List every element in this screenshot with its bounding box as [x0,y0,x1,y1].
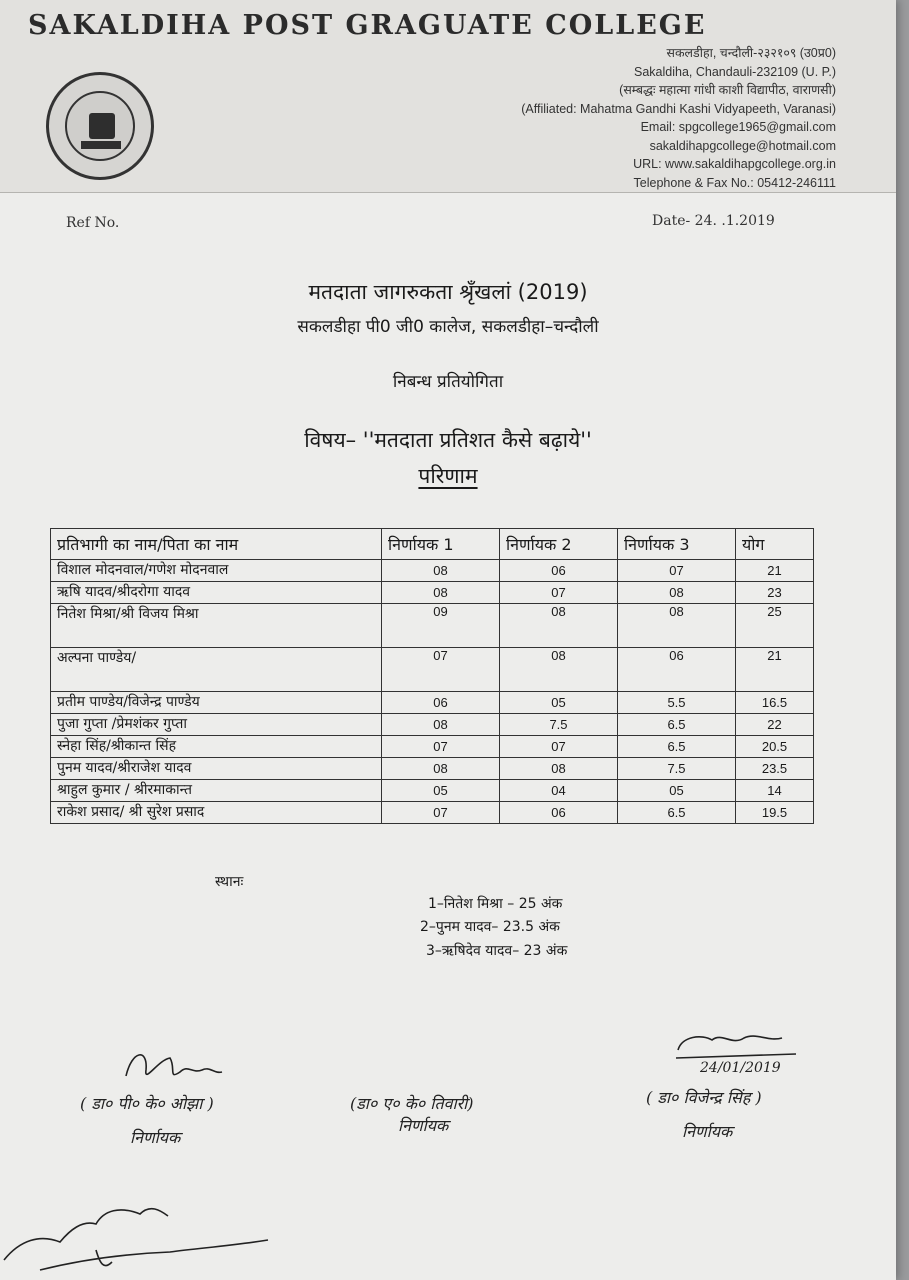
judge3-score: 07 [618,560,736,582]
judge3-score: 6.5 [618,736,736,758]
participant-name: स्नेहा सिंह/श्रीकान्त सिंह [51,736,382,758]
total-score: 23.5 [736,758,814,780]
judge1-score: 07 [382,648,500,692]
judge2-role: निर्णायक [398,1116,449,1135]
participant-name: ऋषि यादव/श्रीदरोगा यादव [51,582,382,604]
judge3-score: 6.5 [618,802,736,824]
letterhead [0,0,896,193]
judge1-score: 08 [382,714,500,736]
third-place: 3–ऋषिदेव यादव– 23 अंक [426,943,568,959]
college-name: SAKALDIHA POST GRAGUATE COLLEGE [28,10,707,41]
participant-name: पुनम यादव/श्रीराजेश यादव [51,758,382,780]
document-date: Date- 24. .1.2019 [652,213,775,229]
judge2-score: 05 [500,692,618,714]
address-line: (Affiliated: Mahatma Gandhi Kashi Vidyapeeth, Varanasi) [521,101,836,116]
page-title: मतदाता जागरुकता श्रृँखलां (2019) [308,280,588,304]
participant-name: अल्पना पाण्डेय/ [51,648,382,692]
phone-line: Telephone & Fax No.: 05412-246111 [633,175,836,190]
ref-number: Ref No. [66,215,120,231]
judge1-name: ( डा० पी० के० ओझा ) [80,1094,214,1113]
results-table [50,528,814,824]
judge2-score: 08 [500,604,618,648]
judge2-score: 08 [500,648,618,692]
participant-name: प्रतीम पाण्डेय/विजेन्द्र पाण्डेय [51,692,382,714]
first-place: 1–नितेश मिश्रा – 25 अंक [428,896,563,912]
column-header: प्रतिभागी का नाम/पिता का नाम [51,529,382,560]
judge3-score: 05 [618,780,736,802]
url-line: URL: www.sakaldihapgcollege.org.in [633,157,836,171]
judge3-score: 08 [618,582,736,604]
table-row [51,714,814,736]
college-seal-icon [46,72,154,180]
total-score: 23 [736,582,814,604]
judge2-score: 04 [500,780,618,802]
judge1-score: 08 [382,582,500,604]
signature-icon [118,1040,228,1090]
judge2-score: 06 [500,560,618,582]
judge2-name: (डा० ए० के० तिवारी) [350,1094,474,1113]
participant-name: राकेश प्रसाद/ श्री सुरेश प्रसाद [51,802,382,824]
column-header: निर्णायक 3 [618,529,736,560]
judge2-score: 08 [500,758,618,780]
email-line: sakaldihapgcollege@hotmail.com [649,138,836,153]
address-block [416,44,836,192]
table-header-row [51,529,814,560]
total-score: 20.5 [736,736,814,758]
table-row [51,802,814,824]
judge3-score: 08 [618,604,736,648]
column-header: योग [736,529,814,560]
participant-name: श्राहुल कुमार / श्रीरमाकान्त [51,780,382,802]
judge2-score: 07 [500,582,618,604]
total-score: 22 [736,714,814,736]
address-line: (सम्बद्धः महात्मा गांधी काशी विद्यापीठ, वाराणसी) [619,83,836,97]
participant-name: पुजा गुप्ता /प्रेमशंकर गुप्ता [51,714,382,736]
judge2-score: 07 [500,736,618,758]
column-header: निर्णायक 1 [382,529,500,560]
address-line: सकलडीहा, चन्दौली-२३२१०९ (उ0प्र0) [666,46,836,60]
judge3-score: 5.5 [618,692,736,714]
judge1-score: 06 [382,692,500,714]
total-score: 19.5 [736,802,814,824]
email-line: Email: spgcollege1965@gmail.com [640,120,836,134]
table-row [51,604,814,648]
competition-name: निबन्ध प्रतियोगिता [392,372,504,392]
table-row [51,736,814,758]
judge2-score: 06 [500,802,618,824]
total-score: 25 [736,604,814,648]
judge3-role: निर्णायक [682,1122,733,1141]
table-row [51,648,814,692]
judge3-score: 7.5 [618,758,736,780]
column-header: निर्णायक 2 [500,529,618,560]
table-row [51,692,814,714]
judge1-score: 07 [382,736,500,758]
judge2-score: 7.5 [500,714,618,736]
table-row [51,560,814,582]
judge1-score: 07 [382,802,500,824]
judge3-score: 06 [618,648,736,692]
participant-name: विशाल मोदनवाल/गणेश मोदनवाल [51,560,382,582]
signature-icon [672,1028,802,1064]
judge3-sign-date: 24/01/2019 [700,1060,781,1076]
judge1-score: 08 [382,560,500,582]
total-score: 21 [736,560,814,582]
result-heading: परिणाम [418,464,478,488]
signature-icon [0,1190,280,1280]
second-place: 2–पुनम यादव– 23.5 अंक [420,919,560,935]
participant-name: नितेश मिश्रा/श्री विजय मिश्रा [51,604,382,648]
total-score: 14 [736,780,814,802]
judge3-name: ( डा० विजेन्द्र सिंह ) [646,1088,762,1107]
topic: विषय– ''मतदाता प्रतिशत कैसे बढ़ाये'' [304,428,592,452]
judge1-score: 09 [382,604,500,648]
total-score: 21 [736,648,814,692]
table-row [51,758,814,780]
judge3-score: 6.5 [618,714,736,736]
total-score: 16.5 [736,692,814,714]
address-line: Sakaldiha, Chandauli-232109 (U. P.) [634,64,836,79]
table-row [51,582,814,604]
judge1-role: निर्णायक [130,1128,181,1147]
judge1-score: 05 [382,780,500,802]
table-row [51,780,814,802]
page-subtitle: सकलडीहा पी0 जी0 कालेज, सकलडीहा–चन्दौली [297,317,599,337]
judge1-score: 08 [382,758,500,780]
places-label: स्थानः [215,874,244,890]
